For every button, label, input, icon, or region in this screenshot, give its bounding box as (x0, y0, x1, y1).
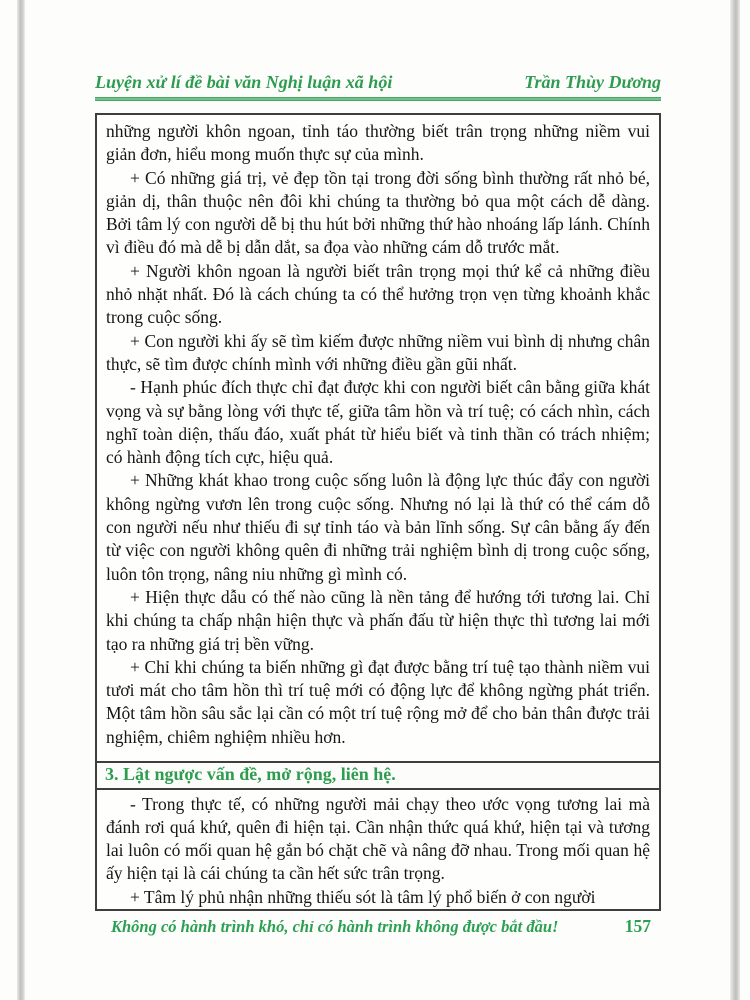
paragraph: + Có những giá trị, vẻ đẹp tồn tại trong đời sống bình thường rất nhỏ bé, giản dị, thân thuộc nên đôi khi chúng ta thường bỏ qua một cách dễ dàng. Bởi tâm lý con người dễ bị thu hút bởi những thứ hào nhoáng lấp lánh. Chính vì điều đó mà dễ bị dẫn dắt, sa đọa vào những cám dỗ trước mắt. (106, 167, 650, 258)
header-book-title: Luyện xử lí đề bài văn Nghị luận xã hội (95, 72, 393, 92)
page-right-edge-shadow (730, 0, 740, 1000)
paragraph: - Hạnh phúc đích thực chỉ đạt được khi con người biết cân bằng giữa khát vọng và sự bằng lòng với thực tế, giữa tâm hồn và trí tuệ; có cách nhìn, cách nghĩ toàn diện, thấu đáo, xuất phát từ hiểu biết và tinh thần có trách nhiệm; có hành động tích cực, hiệu quả. (106, 377, 650, 468)
paragraph: + Con người khi ấy sẽ tìm kiếm được những niềm vui bình dị nhưng chân thực, sẽ tìm được chính mình với những điều gần gũi nhất. (106, 330, 650, 374)
paragraph: + Chỉ khi chúng ta biến những gì đạt được bằng trí tuệ tạo thành niềm vui tươi mát cho tâm hồn thì trí tuệ mới có động lực để không ngừng phát triển. Một tâm hồn sâu sắc lại cần có một trí tuệ rộng mở để cho bản thân được trải nghiệm, chiêm nghiệm nhiều hơn. (106, 656, 650, 747)
main-text-block (97, 115, 659, 761)
paragraph: + Hiện thực dẫu có thế nào cũng là nền tảng để hướng tới tương lai. Chỉ khi chúng ta chấp nhận hiện thực và phấn đấu từ hiện thực thì tương lai mới tạo ra những giá trị bền vững. (106, 586, 650, 654)
paragraph: những người khôn ngoan, tỉnh táo thường biết trân trọng những niềm vui giản đơn, hiểu mong muốn thực sự của mình. (106, 121, 650, 165)
paragraph: + Người khôn ngoan là người biết trân trọng mọi thứ kể cả những điều nhỏ nhặt nhất. Đó là cách chúng ta có thể hưởng trọn vẹn từng khoảnh khắc trong cuộc sống. (106, 260, 650, 328)
header-rule (95, 97, 661, 101)
section-heading: 3. Lật ngược vấn đề, mở rộng, liên hệ. (97, 761, 659, 790)
page-header (95, 72, 661, 93)
header-author: Trần Thùy Dương (524, 72, 661, 92)
page-footer (95, 916, 661, 937)
footer-quote: Không có hành trình khó, chỉ có hành trình không được bắt đầu! (111, 917, 559, 936)
paragraph: + Những khát khao trong cuộc sống luôn là động lực thúc đẩy con người không ngừng vươn lên trong cuộc sống. Nhưng nó lại là thứ có thể cám dỗ con người nếu như thiếu đi sự tỉnh táo và bản lĩnh sống. Sự cân bằng ấy đến từ việc con người không quên đi những trải nghiệm bình dị trong cuộc sống, luôn tôn trọng, nâng niu những gì mình có. (106, 470, 650, 584)
secondary-text-block (97, 790, 659, 909)
page-left-edge-shadow (17, 0, 25, 1000)
paragraph: - Trong thực tế, có những người mải chạy theo ước vọng tương lai mà đánh rơi quá khứ, quên đi hiện tại. Cần nhận thức quá khứ, hiện tại và tương lai luôn có mối quan hệ gắn bó chặt chẽ và nâng đỡ nhau. Trong mối quan hệ ấy hiện tại là cái chúng ta cần hết sức trân trọng. (106, 793, 650, 884)
paragraph: + Tâm lý phủ nhận những thiếu sót là tâm lý phổ biến ở con người (130, 886, 596, 907)
content-box (95, 113, 661, 911)
page-number: 157 (624, 916, 651, 936)
